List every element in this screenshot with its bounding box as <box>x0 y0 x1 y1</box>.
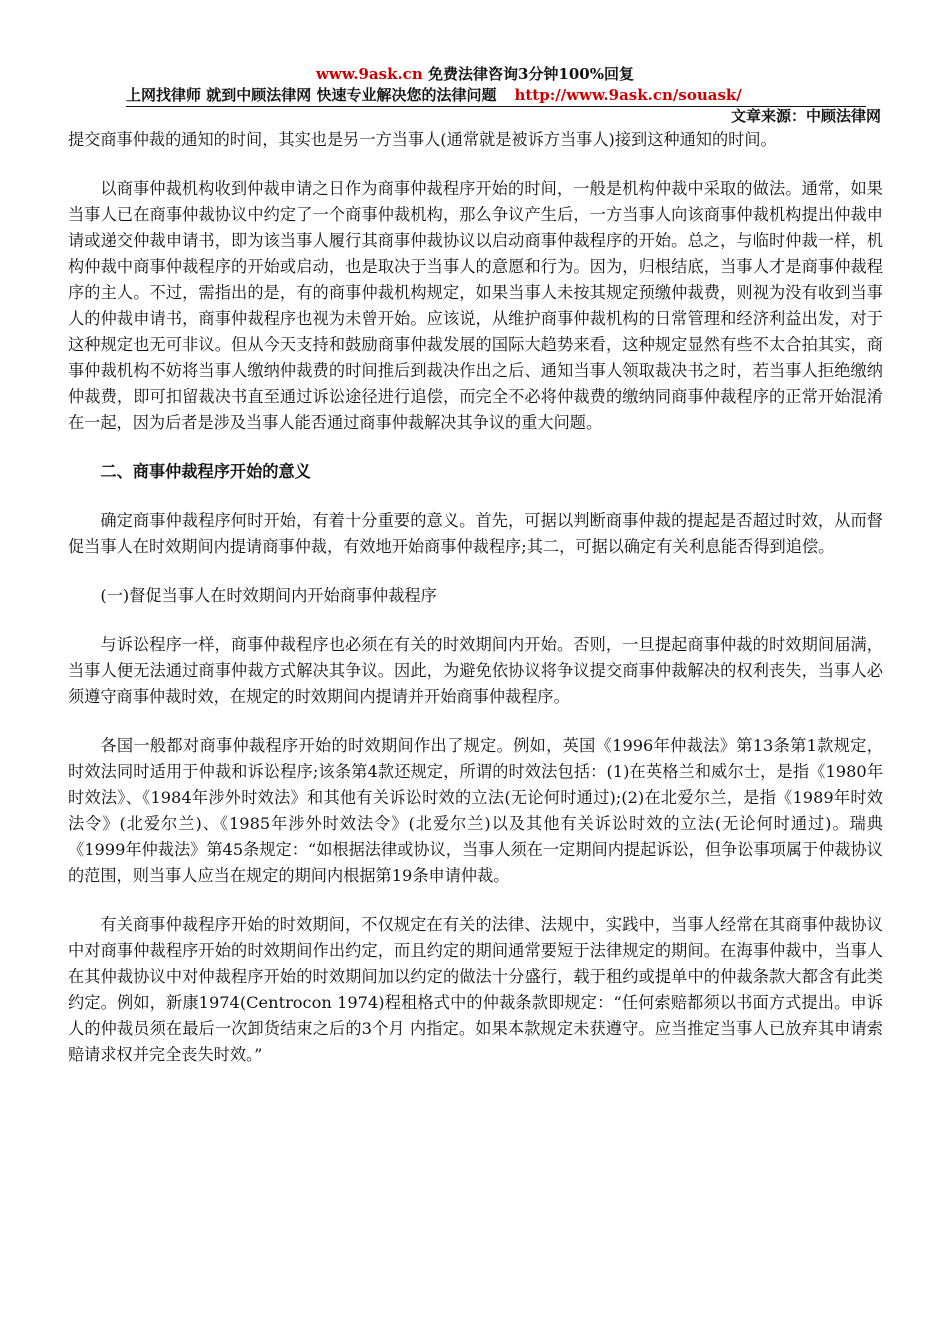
header-url-link[interactable]: http://www.9ask.cn/souask/ <box>514 86 742 104</box>
article-body <box>68 127 883 1091</box>
header-site-link[interactable]: www.9ask.cn <box>316 65 423 83</box>
paragraph: 以商事仲裁机构收到仲裁申请之日作为商事仲裁程序开始的时间，一般是机构仲裁中采取的做法。通常，如果当事人已在商事仲裁协议中约定了一个商事仲裁机构，那么争议产生后，一方当事人向该商事仲裁机构提出仲裁申请或递交仲裁申请书，即为该当事人履行其商事仲裁协议以启动商事仲裁程序的开始。总之，与临时仲裁一样，机构仲裁中商事仲裁程序的开始或启动，也是取决于当事人的意愿和行为。因为，归根结底，当事人才是商事仲裁程序的主人。不过，需指出的是，有的商事仲裁机构规定，如果当事人未按其规定预缴仲裁费，则视为没有收到当事人的仲裁申请书，商事仲裁程序也视为未曾开始。应该说，从维护商事仲裁机构的日常管理和经济利益出发，对于这种规定也无可非议。但从今天支持和鼓励商事仲裁发展的国际大趋势来看，这种规定显然有些不太合拍其实，商事仲裁机构不妨将当事人缴纳仲裁费的时间推后到裁决作出之后、通知当事人领取裁决书之时，若当事人拒绝缴纳仲裁费，即可扣留裁决书直至通过诉讼途径进行追偿，而完全不必将仲裁费的缴纳同商事仲裁程序的正常开始混淆在一起，因为后者是涉及当事人能否通过商事仲裁解决其争议的重大问题。 <box>68 179 883 432</box>
header-slogan-line <box>126 85 866 107</box>
section-heading: 二、商事仲裁程序开始的意义 <box>100 462 311 481</box>
paragraph: 确定商事仲裁程序何时开始，有着十分重要的意义。首先，可据以判断商事仲裁的提起是否超过时效，从而督促当事人在时效期间内提请商事仲裁，有效地开始商事仲裁程序;其二，可据以确定有关利息能否得到追偿。 <box>68 511 883 556</box>
header-promo-line <box>0 64 950 84</box>
subsection-heading: (一)督促当事人在时效期间内开始商事仲裁程序 <box>100 586 437 605</box>
paragraph: 有关商事仲裁程序开始的时效期间，不仅规定在有关的法律、法规中，实践中，当事人经常在其商事仲裁协议中对商事仲裁程序开始的时效期间作出约定，而且约定的期间通常要短于法律规定的期间。在海事仲裁中，当事人在其仲裁协议中对仲裁程序开始的时效期间加以约定的做法十分盛行，载于租约或提单中的仲裁条款大都含有此类约定。例如，新康1974(Centrocon 1974)程租格式中的仲裁条款即规定：“任何索赔都须以书面方式提出。申诉人的仲裁员须在最后一次卸货结束之后的3个月 内指定。如果本款规定未获遵守。应当推定当事人已放弃其申请索赔请求权并完全丧失时效。” <box>68 915 883 1064</box>
article-source: 文章来源：中顾法律网 <box>730 107 881 125</box>
header-promo-text: 免费法律咨询3分钟100%回复 <box>427 65 634 83</box>
paragraph: 提交商事仲裁的通知的时间，其实也是另一方当事人(通常就是被诉方当事人)接到这种通知的时间。 <box>68 130 777 149</box>
paragraph: 各国一般都对商事仲裁程序开始的时效期间作出了规定。例如，英国《1996年仲裁法》第13条第1款规定，时效法同时适用于仲裁和诉讼程序;该条第4款还规定，所谓的时效法包括：(1)在英格兰和威尔士，是指《1980年时效法》、《1984年涉外时效法》和其他有关诉讼时效的立法(无论何时通过);(2)在北爱尔兰，是指《1989年时效法令》(北爱尔兰)、《1985年涉外时效法令》(北爱尔兰)以及其他有关诉讼时效的立法(无论何时通过)。瑞典《1999年仲裁法》第45条规定：“如根据法律或协议，当事人须在一定期间内提起诉讼，但争讼事项属于仲裁协议的范围，则当事人应当在规定的期间内根据第19条申请仲裁。 <box>68 736 883 885</box>
header-slogan: 上网找律师 就到中顾法律网 快速专业解决您的法律问题 <box>126 86 497 104</box>
paragraph: 与诉讼程序一样，商事仲裁程序也必须在有关的时效期间内开始。否则，一旦提起商事仲裁的时效期间届满，当事人便无法通过商事仲裁方式解决其争议。因此，为避免依协议将争议提交商事仲裁解决的权利丧失，当事人必须遵守商事仲裁时效，在规定的时效期间内提请并开始商事仲裁程序。 <box>68 635 883 706</box>
